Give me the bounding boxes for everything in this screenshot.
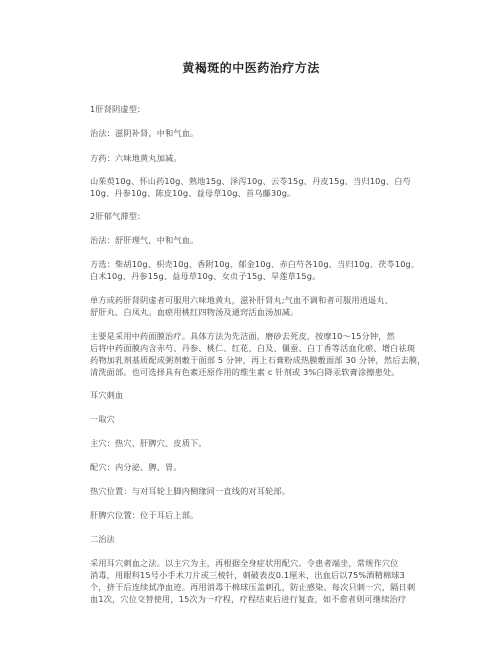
text-line: 单方成药肝肾阴虚者可服用六味地黄丸，滋补肝肾丸;气血不调和者可服用逍遥丸、 bbox=[90, 295, 394, 305]
text-line: 后将中药面膜内含赤芍、丹参、桃仁、红花、白及、僵蚕、白丁香等活血化瘀、增白祛斑 bbox=[90, 343, 416, 353]
text-line: 白术10g、丹参15g、益母草10g、女贞子15g、旱莲草15g。 bbox=[90, 271, 321, 281]
text-line: 方选：柴胡10g、枳壳10g、香附10g、郁金10g、赤白芍各10g、当归10g、茯苓10g、 bbox=[90, 259, 420, 269]
paragraph bbox=[90, 389, 420, 401]
text-line: 二治法 bbox=[90, 534, 116, 544]
paragraph bbox=[90, 103, 420, 115]
text-line: 一取穴 bbox=[90, 414, 116, 424]
text-line: 1肝肾阴虚型： bbox=[90, 104, 146, 114]
paragraph bbox=[90, 509, 420, 521]
text-line: 药物加乳剂基质配成粥剂敷于面部 5 分钟，再上石膏粉成热膜敷面部 30 分钟，然后去膜， bbox=[90, 355, 426, 365]
paragraph bbox=[90, 127, 420, 139]
paragraph bbox=[90, 557, 420, 605]
paragraph bbox=[90, 210, 420, 222]
text-line: 治法：滋阴补肾，中和气血。 bbox=[90, 128, 199, 138]
text-line: 配穴：内分泌、脾、胃。 bbox=[90, 462, 182, 472]
text-line: 治法：舒肝理气，中和气血。 bbox=[90, 235, 199, 245]
text-line: 热穴位置：与对耳轮上脚内侧缘同一直线的对耳轮部。 bbox=[90, 486, 291, 496]
text-line: 10g、丹参10g、陈皮10g、益母草10g、首乌藤30g。 bbox=[90, 188, 296, 198]
document-title: 黄褐斑的中医药治疗方法 bbox=[182, 61, 320, 75]
paragraph bbox=[90, 437, 420, 449]
text-line: 2肝郁气滞型： bbox=[90, 211, 146, 221]
text-line: 清洗面部。也可选择具有色素还原作用的维生素 c 针剂或 3%白降汞软膏涂擦患处。 bbox=[90, 367, 400, 377]
paragraph bbox=[90, 175, 420, 199]
paragraph bbox=[90, 413, 420, 425]
paragraph bbox=[90, 234, 420, 246]
paragraph bbox=[90, 533, 420, 545]
paragraph bbox=[90, 330, 426, 378]
text-line: 血1次，穴位交替使用，15次为一疗程，疗程结束后进行复查，如不愈者则可继续治疗 bbox=[90, 594, 407, 604]
paragraph bbox=[90, 461, 420, 473]
paragraph bbox=[90, 258, 420, 282]
paragraph bbox=[90, 485, 420, 497]
text-line: 山茱萸10g、怀山药10g、熟地15g、泽泻10g、云苓15g、丹皮15g、当归10g、白芍 bbox=[90, 176, 411, 186]
text-line: 肝脾穴位置：位于耳后上部。 bbox=[90, 510, 199, 520]
text-line: 个，挤干后连续拭净血迹。再用消毒干棉球压盖刺孔，防止感染。每次只刺一穴，隔日刺 bbox=[90, 582, 416, 592]
text-line: 耳穴刺血 bbox=[90, 390, 124, 400]
text-line: 消毒，用眼科15号小手术刀片或三棱针，刺破表皮0.1厘米，出血后以75%酒精棉球3 bbox=[90, 570, 405, 580]
text-line: 主穴：热穴、肝脾穴、皮质下。 bbox=[90, 438, 207, 448]
text-line: 方药：六味地黄丸加减。 bbox=[90, 153, 182, 163]
paragraph bbox=[90, 152, 420, 164]
text-line: 采用耳穴刺血之法。以主穴为主，再根据全身症状用配穴。令患者端坐，常规作穴位 bbox=[90, 558, 399, 568]
paragraph bbox=[90, 294, 420, 318]
text-line: 主要是采用中药面膜治疗。具体方法为先洁面，磨砂去死皮，按摩10～15分钟，然 bbox=[90, 331, 395, 341]
text-line: 舒肝丸、白凤丸。血瘀用桃红四物汤及通窍活血汤加减。 bbox=[90, 307, 299, 317]
